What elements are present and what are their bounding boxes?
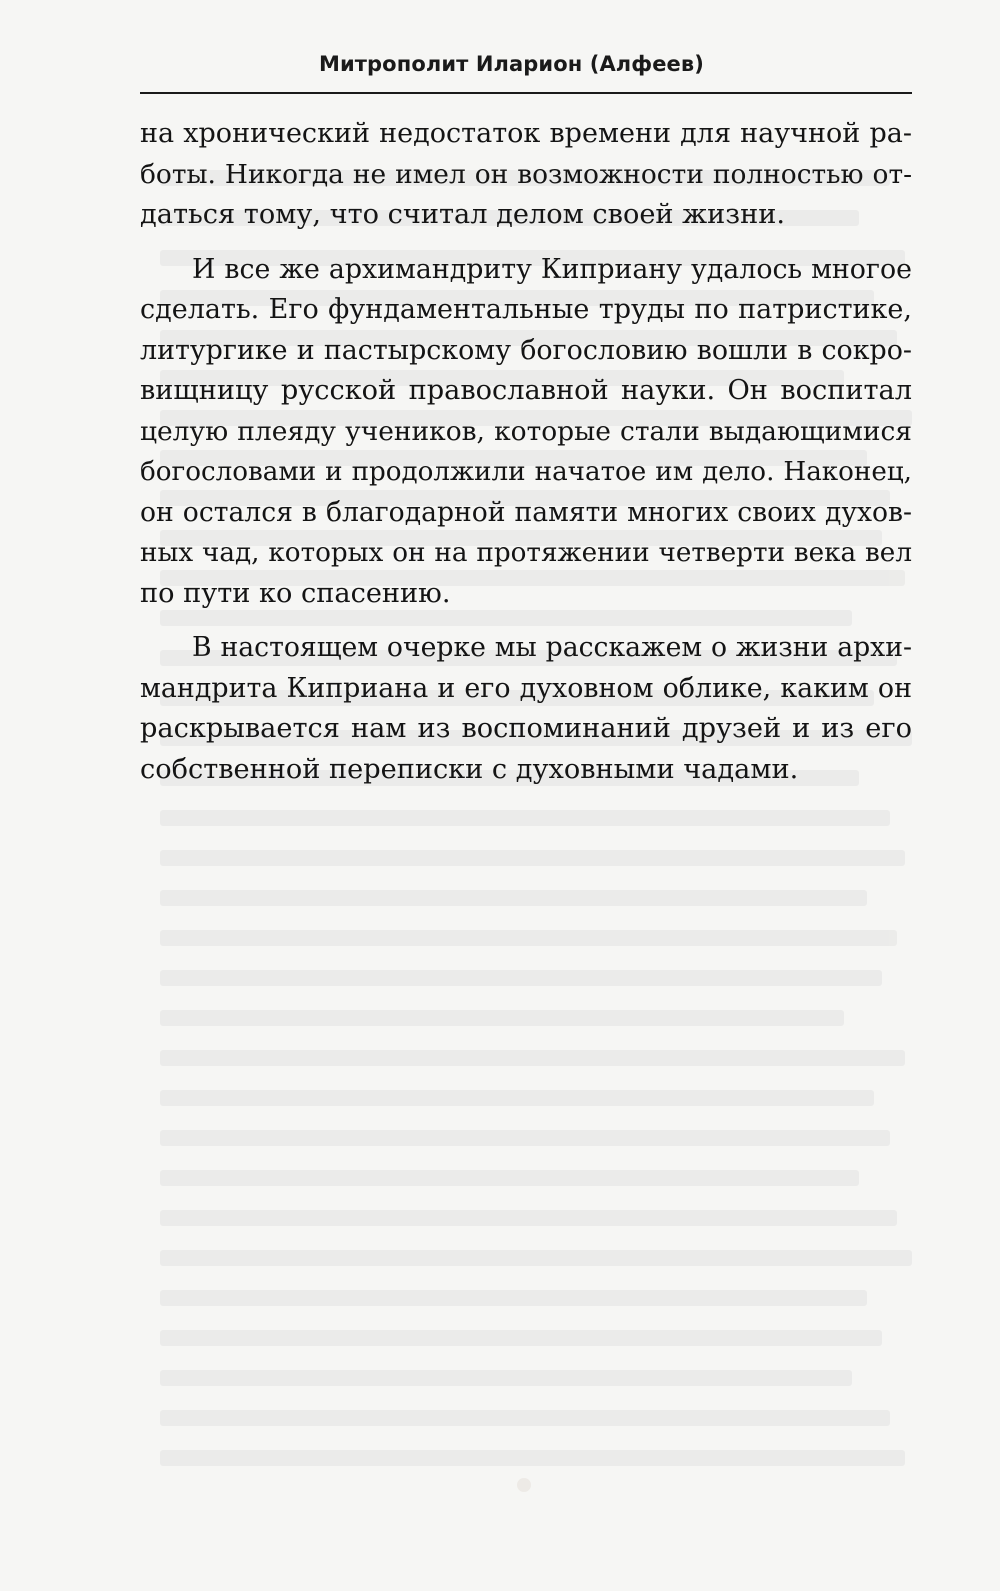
running-title: Митрополит Иларион (Алфеев) xyxy=(318,52,704,76)
text-line: мандрита Киприана и его духовном облике, каким он xyxy=(140,672,912,704)
text-line: он остался в благодарной памяти многих своих духов- xyxy=(140,496,912,528)
text-line: даться тому, что считал делом своей жизни. xyxy=(140,199,786,230)
text-line: И все же архимандриту Киприану удалось многое xyxy=(192,253,912,285)
paragraph-2 xyxy=(140,250,912,615)
text-line: раскрывается нам из воспоминаний друзей и из его xyxy=(140,713,912,744)
text-line: собственной переписки с духовными чадами. xyxy=(140,753,799,785)
text-line: целую плеяду учеников, которые стали выдающимися xyxy=(140,415,912,447)
text-line: сделать. Его фундаментальные труды по патристике, xyxy=(140,294,912,325)
running-header xyxy=(140,46,912,94)
text-line: на хронический недостаток времени для научной ра- xyxy=(140,118,912,149)
paragraph-1 xyxy=(140,114,912,236)
text-line: В настоящем очерке мы расскажем о жизни архи- xyxy=(192,632,912,663)
text-line: ных чад, которых он на протяжении четверти века вел xyxy=(140,538,912,568)
text-line: боты. Никогда не имел он возможности полностью от- xyxy=(140,158,912,190)
paragraph-3 xyxy=(140,628,912,790)
text-line: литургике и пастырскому богословию вошли в сокро- xyxy=(140,334,912,366)
text-line: вищницу русской православной науки. Он воспитал xyxy=(140,375,912,406)
text-line: по пути ко спасению. xyxy=(140,577,451,609)
text-line: богословами и продолжили начатое им дело. Наконец, xyxy=(140,457,912,487)
page-mark xyxy=(517,1478,531,1492)
body-text xyxy=(140,114,912,790)
